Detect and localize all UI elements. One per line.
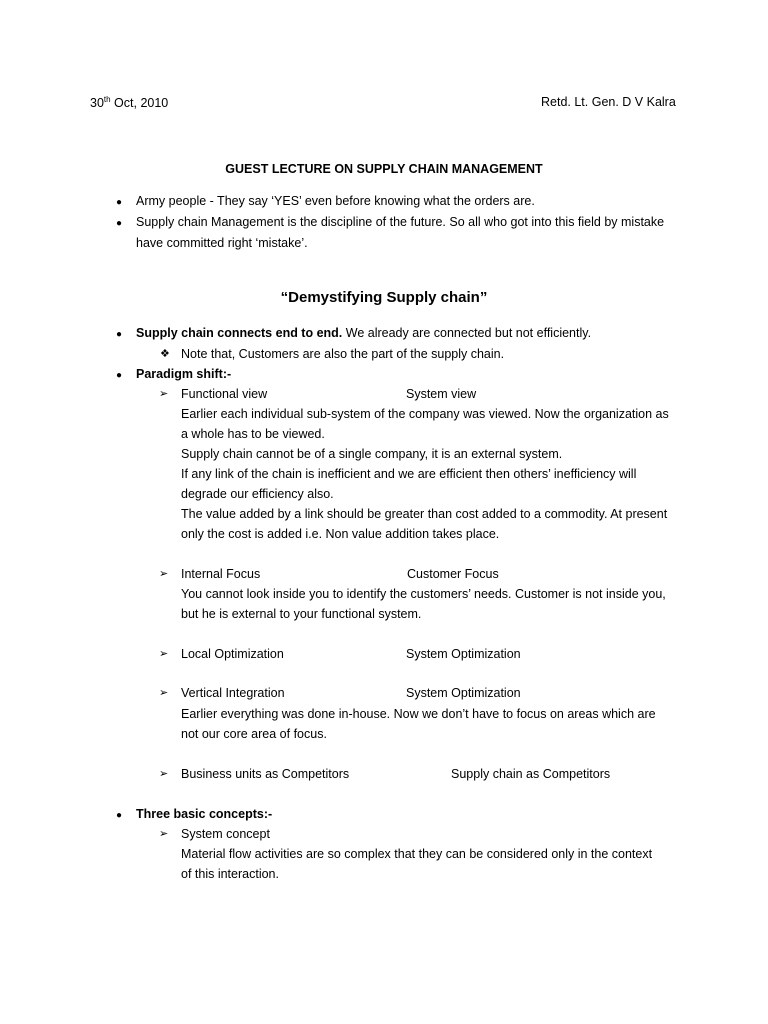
paradigm-item-2-line: You cannot look inside you to identify the customers’ needs. Customer is not inside you, <box>181 587 666 601</box>
bullet-icon: ● <box>116 218 123 229</box>
paradigm-item-4-left: Vertical Integration <box>181 686 285 700</box>
concepts-line: of this interaction. <box>181 867 279 881</box>
paradigm-item-1-line: Supply chain cannot be of a single company, it is an external system. <box>181 447 563 461</box>
diamond-bullet-icon: ❖ <box>160 348 170 360</box>
arrow-bullet-icon: ➢ <box>159 687 169 699</box>
arrow-bullet-icon: ➢ <box>159 568 169 580</box>
bullet-icon: ● <box>116 197 123 208</box>
paradigm-item-2-line: but he is external to your functional system. <box>181 607 422 621</box>
paradigm-item-1-line: only the cost is added i.e. Non value addition takes place. <box>181 527 500 541</box>
bullet-icon: ● <box>116 810 123 821</box>
document-author: Retd. Lt. Gen. D V Kalra <box>541 95 676 109</box>
concepts-item: System concept <box>181 827 270 841</box>
date-rest: Oct, 2010 <box>110 96 169 111</box>
paradigm-item-1-line: If any link of the chain is inefficient and we are efficient then others’ inefficiency will <box>181 467 637 481</box>
document-title: GUEST LECTURE ON SUPPLY CHAIN MANAGEMENT <box>225 162 543 176</box>
date-day: 30 <box>90 96 104 111</box>
paradigm-item-5-right: Supply chain as Competitors <box>451 767 611 781</box>
section1-note: Note that, Customers are also the part of the supply chain. <box>181 347 505 361</box>
paradigm-item-2-right: Customer Focus <box>407 567 499 581</box>
section1-bold: Supply chain connects end to end. <box>136 326 343 340</box>
date-superscript: th <box>103 95 111 104</box>
arrow-bullet-icon: ➢ <box>159 388 169 400</box>
paradigm-item-2-left: Internal Focus <box>181 567 261 581</box>
paradigm-item-4-right: System Optimization <box>406 686 521 700</box>
bullet-icon: ● <box>116 370 123 381</box>
paradigm-item-1-left: Functional view <box>181 387 268 401</box>
paradigm-item-5-left: Business units as Competitors <box>181 767 350 781</box>
arrow-bullet-icon: ➢ <box>159 768 169 780</box>
concepts-line: Material flow activities are so complex that they can be considered only in the context <box>181 847 653 861</box>
document-date <box>90 95 168 110</box>
section1-line <box>136 326 591 340</box>
paradigm-item-3-right: System Optimization <box>406 647 521 661</box>
arrow-bullet-icon: ➢ <box>159 828 169 840</box>
intro-bullet-1: Army people - They say ‘YES’ even before knowing what the orders are. <box>136 194 535 208</box>
paradigm-heading: Paradigm shift:- <box>136 367 232 381</box>
paradigm-item-1-line: a whole has to be viewed. <box>181 427 325 441</box>
intro-bullet-2: Supply chain Management is the discipline of the future. So all who got into this field by mistake <box>136 215 665 229</box>
paradigm-item-1-line: The value added by a link should be greater than cost added to a commodity. At present <box>181 507 668 521</box>
paradigm-item-4-line: Earlier everything was done in-house. Now we don’t have to focus on areas which are <box>181 707 656 721</box>
document-subtitle: “Demystifying Supply chain” <box>280 289 488 306</box>
paradigm-item-1-right: System view <box>406 387 477 401</box>
section1-rest: We already are connected but not efficiently. <box>342 326 592 340</box>
paradigm-item-1-line: Earlier each individual sub-system of the company was viewed. Now the organization as <box>181 407 669 421</box>
paradigm-item-4-line: not our core area of focus. <box>181 727 327 741</box>
concepts-heading: Three basic concepts:- <box>136 807 273 821</box>
paradigm-item-3-left: Local Optimization <box>181 647 284 661</box>
paradigm-item-1-line: degrade our efficiency also. <box>181 487 334 501</box>
arrow-bullet-icon: ➢ <box>159 648 169 660</box>
intro-bullet-2-cont: have committed right ‘mistake’. <box>136 236 308 250</box>
bullet-icon: ● <box>116 329 123 340</box>
